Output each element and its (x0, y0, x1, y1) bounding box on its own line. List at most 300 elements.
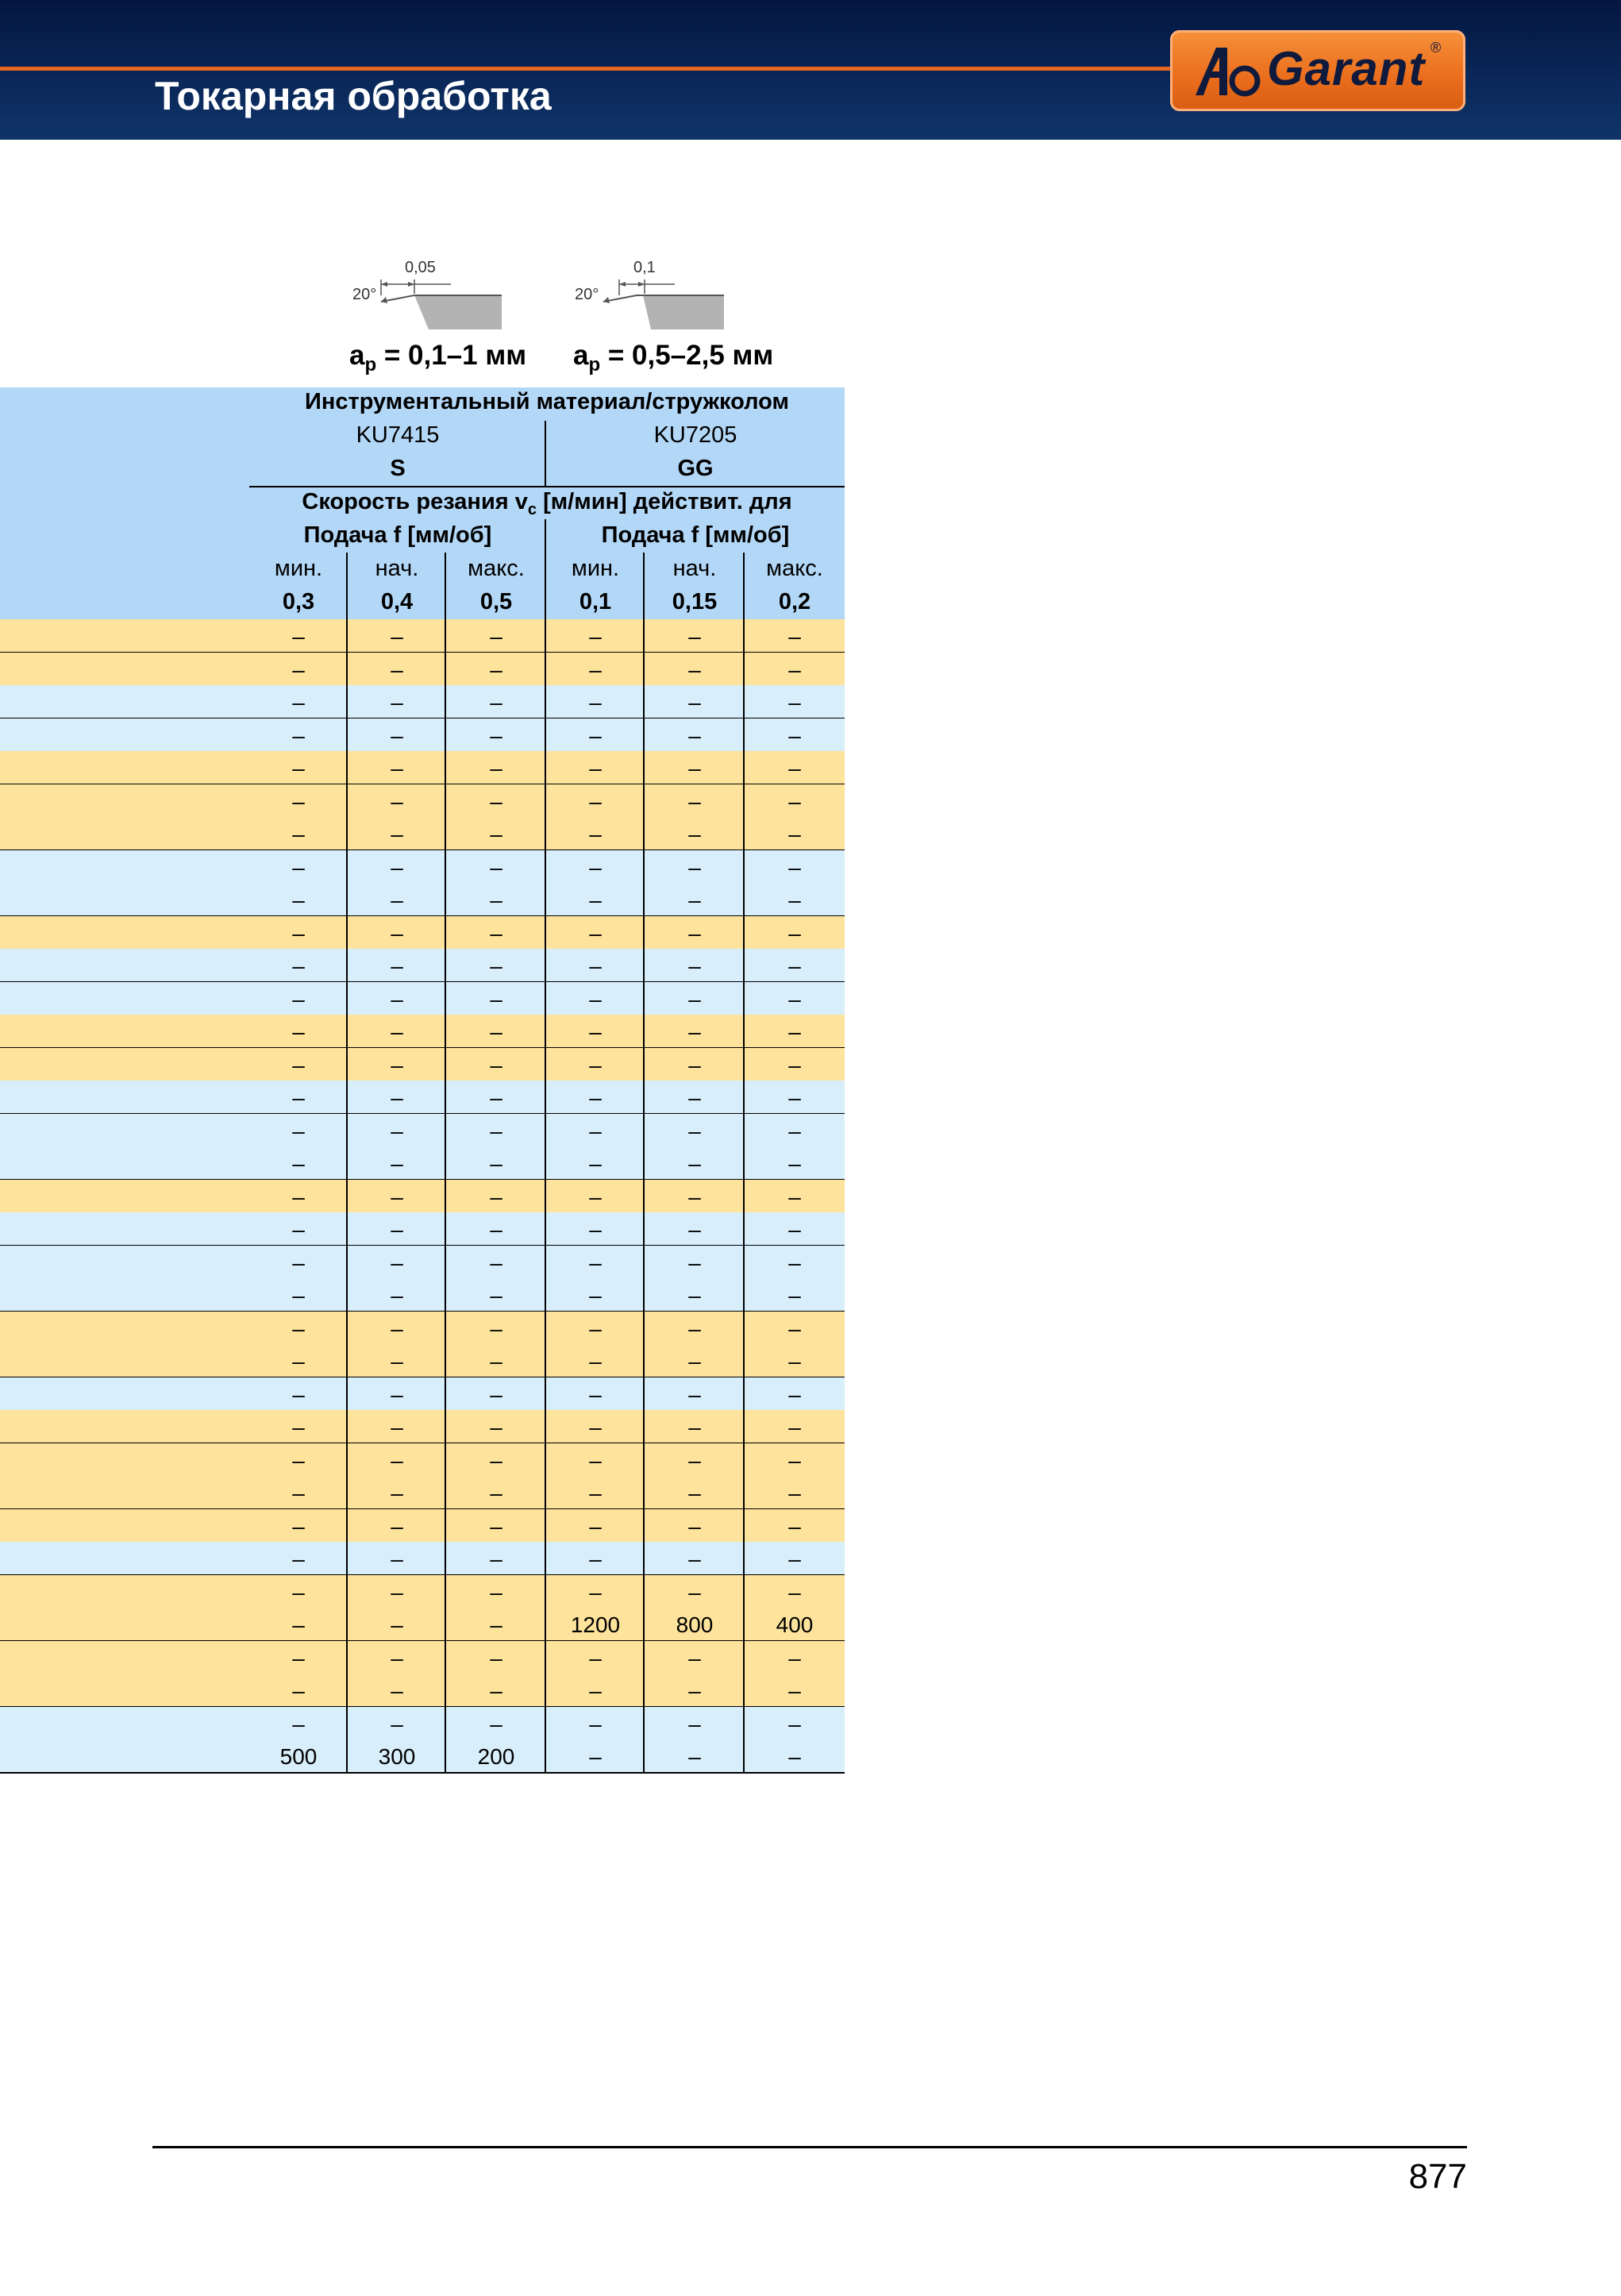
row-col-divider (445, 1542, 446, 1576)
row-col-divider (743, 718, 745, 753)
table-cell: – (490, 822, 502, 846)
table-cell: – (391, 1645, 403, 1670)
col-label-max-2: макс. (766, 556, 823, 581)
row-col-divider (643, 1015, 645, 1049)
table-cell: – (292, 1711, 305, 1736)
table-cell: – (292, 888, 305, 912)
table-cell: – (788, 1579, 801, 1605)
row-col-divider (545, 1608, 546, 1642)
table-cell: – (688, 822, 701, 846)
row-col-divider (743, 1542, 745, 1576)
table-cell: – (490, 1250, 502, 1275)
row-col-divider (743, 1674, 745, 1708)
table-cell: – (688, 986, 701, 1011)
row-col-divider (346, 1081, 348, 1115)
row-col-divider (545, 1542, 546, 1576)
row-col-divider (545, 1048, 546, 1082)
row-col-divider (545, 1509, 546, 1543)
row-col-divider (743, 685, 745, 719)
table-cell: – (490, 1217, 502, 1242)
col-divider (643, 553, 645, 619)
material-ku7415: KU7415 (356, 422, 440, 448)
table-cell: – (391, 1316, 403, 1341)
table-cell: – (589, 1645, 602, 1670)
table-cell: – (292, 657, 305, 682)
table-cell: – (688, 1481, 701, 1505)
row-col-divider (445, 1114, 446, 1148)
row-col-divider (545, 1278, 546, 1312)
table-cell: – (391, 690, 403, 715)
table-row (0, 850, 845, 884)
row-col-divider (643, 1443, 645, 1477)
row-col-divider (643, 1410, 645, 1444)
header-divider (249, 486, 845, 487)
table-row (0, 1377, 845, 1412)
table-cell: – (688, 1151, 701, 1176)
table-cell: – (292, 1415, 305, 1439)
table-cell: – (589, 1283, 602, 1308)
table-cell: – (391, 788, 403, 814)
table-cell: – (292, 756, 305, 780)
row-col-divider (346, 1180, 348, 1214)
row-col-divider (545, 784, 546, 819)
row-col-divider (445, 1739, 446, 1774)
row-col-divider (743, 982, 745, 1016)
row-col-divider (545, 1344, 546, 1378)
table-cell: – (391, 1349, 403, 1373)
table-cell: – (788, 1250, 801, 1275)
table-cell: – (688, 1052, 701, 1077)
table-row (0, 1212, 845, 1246)
table-cell: – (788, 1316, 801, 1341)
table-cell: – (788, 624, 801, 649)
row-col-divider (346, 1674, 348, 1708)
row-col-divider (445, 1410, 446, 1444)
table-cell: – (490, 1678, 502, 1703)
col-divider (743, 553, 745, 619)
table-cell: – (788, 1019, 801, 1044)
table-cell: – (292, 1678, 305, 1703)
edge-diagram-1-labels (349, 256, 508, 332)
col-value-max-2: 0,2 (778, 589, 811, 614)
row-col-divider (445, 1707, 446, 1741)
table-cell: – (391, 1184, 403, 1209)
row-col-divider (346, 1114, 348, 1148)
row-col-divider (346, 1575, 348, 1609)
depth-of-cut-label-2: $a_p = 0,5-2,5$ мм (573, 340, 774, 376)
row-col-divider (545, 751, 546, 785)
table-cell: – (391, 1711, 403, 1736)
row-col-divider (643, 883, 645, 917)
chipbreaker-s: S (390, 456, 406, 481)
row-col-divider (545, 718, 546, 753)
row-col-divider (545, 653, 546, 687)
table-cell: – (391, 1019, 403, 1044)
table-cell: – (292, 690, 305, 715)
table-cell: 400 (776, 1612, 814, 1637)
table-row (0, 1180, 845, 1214)
table-row (0, 685, 845, 719)
table-row (0, 718, 845, 753)
table-cell: – (688, 920, 701, 946)
table-cell: – (589, 624, 602, 649)
row-col-divider (643, 1707, 645, 1741)
table-cell: – (490, 657, 502, 682)
row-col-divider (445, 1278, 446, 1312)
table-cell: – (589, 1579, 602, 1605)
table-cell: – (292, 822, 305, 846)
row-col-divider (545, 1146, 546, 1181)
table-row (0, 1739, 845, 1774)
table-cell: – (589, 920, 602, 946)
row-col-divider (346, 1608, 348, 1642)
table-cell: – (688, 1711, 701, 1736)
table-cell: – (490, 1151, 502, 1176)
row-col-divider (643, 1312, 645, 1346)
row-col-divider (545, 883, 546, 917)
row-col-divider (445, 1048, 446, 1082)
table-cell: – (788, 657, 801, 682)
table-cell: – (788, 1513, 801, 1539)
table-cell: – (589, 1711, 602, 1736)
table-cell: – (688, 1349, 701, 1373)
table-cell: – (788, 788, 801, 814)
table-cell: – (292, 1381, 305, 1407)
table-row (0, 817, 845, 851)
table-row (0, 1575, 845, 1609)
table-cell: – (589, 1381, 602, 1407)
table-cell: – (391, 657, 403, 682)
table-cell: – (391, 1547, 403, 1571)
table-cell: – (490, 1579, 502, 1605)
table-cell: – (292, 1217, 305, 1242)
table-cell: – (490, 1184, 502, 1209)
row-col-divider (643, 1377, 645, 1412)
row-col-divider (346, 751, 348, 785)
registered-mark: ® (1430, 40, 1442, 56)
row-col-divider (445, 817, 446, 851)
table-cell: – (688, 1645, 701, 1670)
table-cell: – (688, 1184, 701, 1209)
table-cell: – (688, 690, 701, 715)
table-cell: – (589, 1316, 602, 1341)
table-cell: – (788, 690, 801, 715)
col-value-min-1: 0,3 (282, 589, 315, 614)
table-cell: – (391, 756, 403, 780)
row-col-divider (643, 1180, 645, 1214)
row-col-divider (346, 817, 348, 851)
row-col-divider (743, 817, 745, 851)
row-col-divider (445, 1476, 446, 1510)
table-cell: – (788, 1217, 801, 1242)
table-cell: – (391, 822, 403, 846)
table-cell: – (788, 722, 801, 748)
table-cell: – (292, 624, 305, 649)
table-cell: – (490, 1118, 502, 1143)
table-cell: – (788, 1085, 801, 1110)
row-col-divider (545, 1377, 546, 1412)
table-cell: – (788, 1052, 801, 1077)
row-col-divider (545, 1015, 546, 1049)
table-cell: – (688, 1217, 701, 1242)
row-col-divider (545, 1246, 546, 1280)
row-col-divider (445, 1641, 446, 1675)
row-col-divider (643, 784, 645, 819)
table-cell: – (589, 657, 602, 682)
table-cell: – (788, 1184, 801, 1209)
table-cell: – (788, 756, 801, 780)
row-col-divider (643, 1246, 645, 1280)
row-col-divider (643, 916, 645, 950)
table-cell: – (391, 1118, 403, 1143)
row-col-divider (445, 1312, 446, 1346)
row-col-divider (545, 1081, 546, 1115)
table-cell: – (589, 690, 602, 715)
row-col-divider (545, 949, 546, 983)
table-cell: – (688, 1678, 701, 1703)
col-divider (346, 553, 348, 619)
table-row (0, 949, 845, 983)
table-row (0, 751, 845, 785)
table-cell: – (292, 1481, 305, 1505)
table-cell: – (589, 1052, 602, 1077)
row-col-divider (346, 982, 348, 1016)
row-col-divider (445, 916, 446, 950)
table-row (0, 1015, 845, 1049)
garant-logo (1170, 30, 1465, 111)
table-cell: – (490, 920, 502, 946)
row-col-divider (445, 1575, 446, 1609)
row-col-divider (445, 1344, 446, 1378)
table-cell: – (589, 1085, 602, 1110)
table-row (0, 1674, 845, 1708)
table-cell: – (490, 1645, 502, 1670)
row-col-divider (445, 982, 446, 1016)
table-cell: – (788, 1481, 801, 1505)
table-cell: – (391, 1217, 403, 1242)
table-cell: 1200 (570, 1612, 621, 1637)
table-cell: – (490, 722, 502, 748)
row-col-divider (743, 1739, 745, 1774)
row-col-divider (346, 1048, 348, 1082)
edge-angle-2: 20° (575, 286, 599, 303)
table-cell: – (292, 1052, 305, 1077)
col-label-start-1: нач. (375, 556, 419, 581)
table-row (0, 1081, 845, 1115)
table-cell: – (589, 822, 602, 846)
table-cell: – (391, 1678, 403, 1703)
row-col-divider (445, 1081, 446, 1115)
row-col-divider (346, 1443, 348, 1477)
table-cell: – (490, 690, 502, 715)
table-cell: – (589, 1151, 602, 1176)
table-cell: – (788, 1415, 801, 1439)
table-cell: – (292, 986, 305, 1011)
row-col-divider (545, 982, 546, 1016)
row-col-divider (445, 685, 446, 719)
row-col-divider (445, 1443, 446, 1477)
row-col-divider (545, 1575, 546, 1609)
table-cell: – (292, 953, 305, 978)
table-row (0, 1641, 845, 1675)
table-cell: – (490, 854, 502, 880)
row-col-divider (346, 1476, 348, 1510)
row-col-divider (545, 1114, 546, 1148)
col-label-max-1: макс. (468, 556, 525, 581)
row-col-divider (643, 982, 645, 1016)
row-col-divider (743, 1476, 745, 1510)
table-cell: – (688, 1579, 701, 1605)
row-col-divider (743, 1081, 745, 1115)
row-col-divider (643, 949, 645, 983)
row-col-divider (743, 1575, 745, 1609)
table-cell: – (391, 722, 403, 748)
row-col-divider (346, 1509, 348, 1543)
table-row (0, 982, 845, 1016)
table-cell: – (589, 888, 602, 912)
row-col-divider (346, 1641, 348, 1675)
row-col-divider (643, 751, 645, 785)
table-cell: – (292, 920, 305, 946)
row-col-divider (346, 718, 348, 753)
table-cell: – (589, 722, 602, 748)
table-cell: – (788, 1349, 801, 1373)
tool-material-title: Инструментальный материал/стружколом (305, 389, 789, 414)
row-col-divider (743, 916, 745, 950)
table-cell: – (490, 953, 502, 978)
row-col-divider (743, 1114, 745, 1148)
row-col-divider (643, 685, 645, 719)
row-col-divider (743, 1641, 745, 1675)
row-col-divider (643, 619, 645, 653)
row-col-divider (743, 751, 745, 785)
table-cell: – (490, 1085, 502, 1110)
row-col-divider (545, 1739, 546, 1774)
table-cell: – (292, 1645, 305, 1670)
table-cell: 800 (676, 1612, 714, 1637)
table-cell: – (688, 1250, 701, 1275)
table-cell: – (589, 756, 602, 780)
row-col-divider (743, 1312, 745, 1346)
row-col-divider (743, 1377, 745, 1412)
table-cell: – (292, 788, 305, 814)
table-cell: 300 (378, 1744, 416, 1769)
table-cell: – (490, 1283, 502, 1308)
table-row (0, 1048, 845, 1082)
row-col-divider (643, 1608, 645, 1642)
row-col-divider (743, 619, 745, 653)
row-col-divider (346, 784, 348, 819)
table-cell: – (788, 854, 801, 880)
row-col-divider (545, 1674, 546, 1708)
row-col-divider (346, 883, 348, 917)
row-col-divider (346, 1278, 348, 1312)
row-col-divider (346, 619, 348, 653)
chipbreaker-gg: GG (677, 456, 714, 481)
row-col-divider (346, 1146, 348, 1181)
table-cell: – (589, 1184, 602, 1209)
table-cell: – (688, 854, 701, 880)
table-cell: – (788, 888, 801, 912)
table-cell: – (490, 1612, 502, 1637)
row-col-divider (545, 1476, 546, 1510)
page-header (0, 0, 1621, 140)
row-col-divider (545, 1641, 546, 1675)
table-cell: – (688, 756, 701, 780)
table-cell: – (391, 1151, 403, 1176)
table-row (0, 1344, 845, 1378)
table-cell: – (788, 1547, 801, 1571)
row-col-divider (643, 1081, 645, 1115)
table-cell: – (391, 1447, 403, 1473)
table-row (0, 1542, 845, 1576)
table-cell: – (391, 920, 403, 946)
row-col-divider (743, 1048, 745, 1082)
row-col-divider (743, 1608, 745, 1642)
row-col-divider (643, 1509, 645, 1543)
row-col-divider (643, 718, 645, 753)
row-col-divider (545, 1212, 546, 1246)
table-cell: – (788, 1744, 801, 1769)
row-col-divider (743, 1344, 745, 1378)
table-cell: – (788, 920, 801, 946)
table-cell: – (688, 888, 701, 912)
row-col-divider (346, 1739, 348, 1774)
table-row (0, 1476, 845, 1510)
table-cell: – (292, 722, 305, 748)
table-cell: – (788, 1283, 801, 1308)
edge-angle-1: 20° (352, 286, 377, 303)
row-col-divider (743, 1180, 745, 1214)
group-divider-top (545, 421, 546, 486)
row-col-divider (743, 883, 745, 917)
table-row (0, 1608, 845, 1642)
table-cell: – (589, 1447, 602, 1473)
table-cell: – (391, 1250, 403, 1275)
table-cell: – (788, 822, 801, 846)
table-cell: – (688, 1381, 701, 1407)
row-col-divider (643, 1114, 645, 1148)
row-col-divider (743, 653, 745, 687)
edge-dim-1: 0,05 (405, 259, 436, 276)
table-cell: – (688, 1513, 701, 1539)
row-col-divider (545, 619, 546, 653)
table-cell: – (292, 1184, 305, 1209)
depth-of-cut-label-1: $a_p = 0,1-1$ мм (349, 340, 527, 376)
row-col-divider (346, 1246, 348, 1280)
row-col-divider (545, 817, 546, 851)
table-cell: – (292, 1250, 305, 1275)
table-cell: – (292, 1151, 305, 1176)
row-col-divider (743, 1410, 745, 1444)
table-cell: – (688, 1547, 701, 1571)
row-col-divider (445, 1246, 446, 1280)
row-col-divider (346, 1312, 348, 1346)
row-col-divider (643, 1674, 645, 1708)
table-cell: – (391, 1052, 403, 1077)
row-col-divider (445, 1608, 446, 1642)
table-cell: – (589, 986, 602, 1011)
row-col-divider (545, 1410, 546, 1444)
table-cell: – (788, 1678, 801, 1703)
table-cell: – (589, 1118, 602, 1143)
row-col-divider (643, 1212, 645, 1246)
row-col-divider (743, 1246, 745, 1280)
table-cell: – (589, 1019, 602, 1044)
table-header (0, 387, 845, 619)
row-col-divider (346, 653, 348, 687)
material-ku7205: KU7205 (653, 422, 737, 448)
